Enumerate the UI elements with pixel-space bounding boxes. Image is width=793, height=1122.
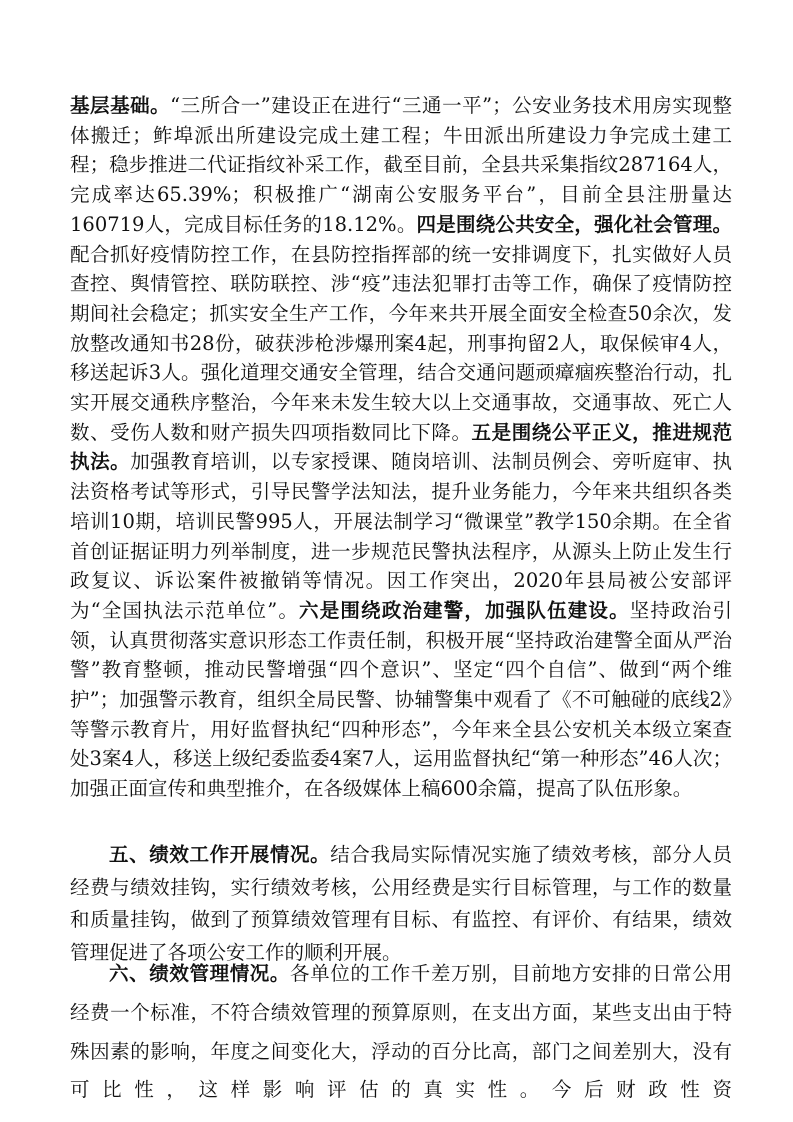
- heading-performance-work: 五、绩效工作开展情况。: [109, 843, 331, 866]
- paragraph-performance-work: [70, 839, 732, 969]
- paragraph-public-security-work: [70, 91, 732, 804]
- heading-fair-justice: 五是围绕公平正义，推进规范执法。: [70, 420, 732, 474]
- text-public-safety: 配合抓好疫情防控工作，在县防控指挥部的统一安排调度下，扎实做好人员查控、舆情管控、联防联控、涉“疫”违法犯罪打击等工作，确保了疫情防控期间社会稳定；抓实安全生产工作，今年来共开展全面安全检查50余次，发放整改通知书28份，破获涉枪涉爆刑案4起，刑事拘留2人，取保候审4人，移送起诉3人。强化道理交通安全管理，结合交通问题顽瘴痼疾整治行动，扎实开展交通秩序整治，今年来未发生较大以上交通事故，交通事故、死亡人数、受伤人数和财产损失四项指数同比下降。: [70, 242, 732, 444]
- heading-grassroots-foundation-tail: 基层基础。: [70, 94, 171, 117]
- heading-political-policing: 六是围绕政治建警，加强队伍建设。: [299, 598, 630, 622]
- paragraph-performance-management: [70, 955, 732, 1110]
- text-political-policing: 坚持政治引领，认真贯彻落实意识形态工作责任制，积极开展“坚持政治建警全面从严治警”教育整顿，推动民警增强“四个意识”、坚定“四个自信”、做到“两个维护”；加强警示教育，组织全局民警、协辅警集中观看了《不可触碰的底线2》等警示教育片，用好监督执纪“四种形态”，今年来全县公安机关本级立案查处3案4人，移送上级纪委监委4案7人，运用监督执纪“第一种形态”46人次；加强正面宣传和典型推介，在各级媒体上稿600余篇，提高了队伍形象。: [70, 598, 732, 801]
- text-performance-work: 结合我局实际情况实施了绩效考核，部分人员经费与绩效挂钩，实行绩效考核，公用经费是实行目标管理，与工作的数量和质量挂钩，做到了预算绩效管理有目标、有监控、有评价、有结果，绩效管理促进了各项公安工作的顺利开展。: [70, 843, 732, 964]
- text-grassroots-foundation: “三所合一”建设正在进行“三通一平”；公安业务技术用房实现整体搬迁；鲊埠派出所建设完成土建工程；牛田派出所建设力争完成土建工程；稳步推进二代证指纹补采工作，截至目前，全县共采集指纹287164人，完成率达65.39%；积极推广“湖南公安服务平台”，目前全县注册量达160719人，完成目标任务的18.12%。: [70, 94, 732, 236]
- heading-public-safety: 四是围绕公共安全，强化社会管理。: [416, 212, 732, 236]
- heading-performance-management: 六、绩效管理情况。: [109, 962, 291, 985]
- text-fair-justice: 加强教育培训，以专家授课、随岗培训、法制员例会、旁听庭审、执法资格考试等形式，引导民警学法知法，提升业务能力，今年来共组织各类培训10期，培训民警995人，开展法制学习“微课堂”教学150余期。在全省首创证据证明力列举制度，进一步规范民警执法程序，从源头上防止发生行政复议、诉讼案件被撤销等情况。因工作突出，2020年县局被公安部评为“全国执法示范单位”。: [70, 450, 732, 622]
- text-performance-management: 各单位的工作千差万别，目前地方安排的日常公用经费一个标准，不符合绩效管理的预算原则，在支出方面，某些支出由于特殊因素的影响，年度之间变化大，浮动的百分比高，部门之间差别大，没有可比性，这样影响评估的真实性。今后财政性资: [70, 962, 732, 1102]
